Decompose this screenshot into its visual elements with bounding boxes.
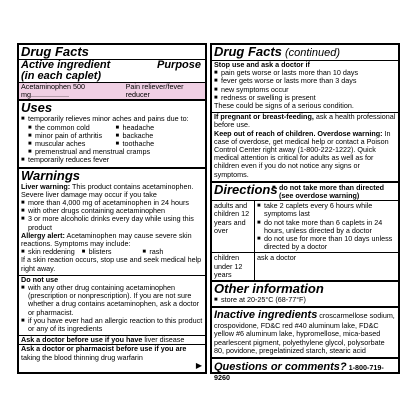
do-not-use-section — [19, 276, 205, 333]
phone-number: 1-800-719-9260 — [214, 363, 384, 383]
continue-arrow-icon: ▶ — [195, 361, 202, 370]
stop-use-section — [212, 61, 398, 110]
warnings-heading: Warnings — [21, 167, 80, 183]
active-ingredient: Acetaminophen 500 mg — [21, 82, 85, 100]
list-item: ■ temporarily reduces fever — [21, 156, 203, 164]
table-row — [212, 201, 398, 253]
ask-doctor-label: Ask a doctor before use if you have — [21, 335, 143, 345]
warnings-section: Liver warning: This product contains acetaminophen. Severe liver damage may occur if you take ■ more than 4,000 mg of acetaminophen in 24 hours ■ with other drugs containing acetaminophen ■ 3 or more alcoholic drinks every day while using this product Allergy alert: Acetaminophen may cause severe skin reactions. Symptoms may include: ■ skin reddening ■ blisters ■ rash If a skin reaction occurs, stop use and seek medical help right away. — [19, 183, 205, 273]
list-item: ■ new symptoms occur — [214, 86, 396, 94]
table-row — [212, 253, 398, 280]
uses-intro: ■ temporarily relieves minor aches and pains due to: — [21, 115, 203, 123]
list-item: ■ headache — [116, 124, 204, 132]
pregnant-label: If pregnant or breast-feeding, — [214, 112, 314, 122]
questions-heading: Questions or comments? — [214, 361, 347, 374]
purpose-text: Pain reliever/fever reducer — [125, 82, 184, 100]
directions-subheading: ■ do not take more than directed (see overdose warning) — [272, 184, 396, 200]
allergy-alert-label: Allergy alert: — [21, 230, 65, 240]
list-item: ■ do not use for more than 10 days unless directed by a doctor — [257, 235, 396, 251]
ask-pharmacist-label: Ask a doctor or pharmacist before use if you are — [21, 344, 187, 354]
drug-facts-left-panel: Drug Facts Active ingredient (in each caplet) Purpose Acetaminophen 500 mg................... Pain reliever/fever reducer Uses ■ temporarily relieves minor aches and pains due to: ■ the common cold ■ minor pain of arthritis ■ muscular aches ■ headache ■ backache ■ toothache ■ premenstrual and menstrual cramps ■ temporarily reduces fever Warnings Liver warning: This product contains acetaminophen. Severe liver damage may occur if you take ■ more than 4,000 mg of acetaminophen in 24 hours ■ with other drugs containing acetaminophen ■ 3 or more alcoholic drinks every day while using this product Allergy alert: Acetaminophen may cause severe skin reactions. Symptoms may include: ■ skin reddening ■ blisters ■ rash If a skin reaction occurs, stop use and seek medical help right away. Do not use ■ with any other drug containing acetaminophen (prescription or nonprescription). If you are not sure whether a drug contains acetaminophen, ask a doctor or pharmacist. ■ if you have ever had an allergic reaction to this product or any of its ingredients Ask a doctor before use if you have liver disease Ask a doctor or pharmacist before use if you are taking the blood thinning drug warfarin ▶ — [17, 43, 207, 374]
list-item: ■ 3 or more alcoholic drinks every day while using this product — [21, 215, 203, 231]
continued-label: (continued) — [281, 47, 340, 59]
list-item: ■ redness or swelling is present — [214, 94, 396, 102]
list-item: ■ with any other drug containing acetaminophen (prescription or nonprescription). If you are not sure whether a drug contains acetaminophen, ask a doctor or pharmacist. — [21, 284, 203, 317]
drug-facts-title: Drug Facts — [214, 44, 282, 59]
directions-heading: Directions — [214, 181, 278, 197]
inactive-ingredients-heading: Inactive ingredients — [214, 309, 318, 322]
list-item: ■ premenstrual and menstrual cramps — [28, 148, 203, 156]
list-item: ■ backache — [116, 132, 204, 140]
purpose-heading: Purpose — [156, 59, 201, 71]
list-item: ■ pain gets worse or lasts more than 10 days — [214, 69, 396, 77]
other-info-heading: Other information — [214, 281, 324, 297]
list-item: ■ skin reddening — [21, 248, 82, 256]
list-item: ■ muscular aches — [28, 140, 116, 148]
active-ingredient-heading: Active ingredient — [21, 59, 111, 71]
list-item: ■ rash — [142, 248, 203, 256]
list-item: ■ take 2 caplets every 6 hours while symptoms last — [257, 202, 396, 218]
keep-out-of-reach-label: Keep out of reach of children. Overdose warning: — [214, 128, 383, 138]
dir-children-text: ask a doctor — [255, 253, 399, 280]
dir-who-adults: adults and children 12 years and over — [212, 201, 255, 253]
active-ingredient-sub: (in each caplet) — [21, 70, 102, 82]
directions-table — [212, 200, 398, 280]
list-item: ■ more than 4,000 mg of acetaminophen in 24 hours — [21, 199, 203, 207]
stop-use-heading: Stop use and ask a doctor if — [214, 60, 310, 69]
skin-reaction-text: If a skin reaction occurs, stop use and seek medical help right away. — [21, 255, 202, 273]
drug-facts-title: Drug Facts — [21, 44, 89, 59]
list-item: ■ blisters — [82, 248, 143, 256]
dir-who-children: children under 12 years — [212, 253, 255, 280]
list-item: ■ if you have ever had an allergic reaction to this product or any of its ingredients — [21, 317, 203, 333]
list-item: ■ with other drugs containing acetaminophen — [21, 207, 203, 215]
uses-section — [19, 115, 205, 164]
list-item: ■ do not take more than 6 caplets in 24 hours, unless directed by a doctor — [257, 219, 396, 235]
list-item: ■ fever gets worse or lasts more than 3 days — [214, 77, 396, 85]
list-item: ■ toothache — [116, 140, 204, 148]
liver-warning-label: Liver warning: — [21, 181, 71, 191]
list-item: ■ store at 20-25°C (68-77°F) — [214, 296, 396, 304]
stop-use-note: These could be signs of a serious condition. — [214, 101, 354, 111]
list-item: ■ minor pain of arthritis — [28, 132, 116, 140]
inactive-ingredients-text: croscarmellose sodium, crospovidone, FD&C red #40 aluminum lake, FD&C yellow #6 aluminum lake, hypromellose, mica-based pearlescent pigment, polyethylene glycol, polysorbate 80, povidone, pregelatinized starch, stearic acid — [214, 311, 395, 355]
uses-heading: Uses — [21, 100, 53, 116]
do-not-use-heading: Do not use — [21, 274, 59, 284]
list-item: ■ the common cold — [28, 124, 116, 132]
active-ingredient-row: Acetaminophen 500 mg................... Pain reliever/fever reducer — [19, 82, 205, 99]
drug-facts-right-panel: Drug Facts (continued) Stop use and ask a doctor if ■ pain gets worse or lasts more than 10 days ■ fever gets worse or lasts more than 3 days ■ new symptoms occur ■ redness or swelling is present These could be signs of a serious condition. If pregnant or breast-feeding, ask a health professional before use. Keep out of reach of children. Overdose warning: In case of overdose, get medical help or contact a Poison Control Center right away (1-800-222-1222). Quick medical attention is critical for adults as well as for children even if you do not notice any signs or symptoms. Directions ■ do not take more than directed (see overdose warning) adults and children 12 years and over ■ take 2 caplets every 6 hours while symptoms last ■ do not take more than 6 caplets in 24 hours, unless directed by a doctor ■ do not use for more than 10 days unless directed by a doctor children under 12 years ask a doctor Other information ■ store at 20-25°C (68-77°F) Inactive ingredients croscarmellose sodium, crospovidone, FD&C red #40 aluminum lake, FD&C yellow #6 aluminum lake, hypromellose, mica-based pearlescent pigment, polyethylene glycol, polysorbate 80, povidone, pregelatinized starch, stearic acid Questions or comments? 1-800-719-9260 — [210, 43, 400, 374]
